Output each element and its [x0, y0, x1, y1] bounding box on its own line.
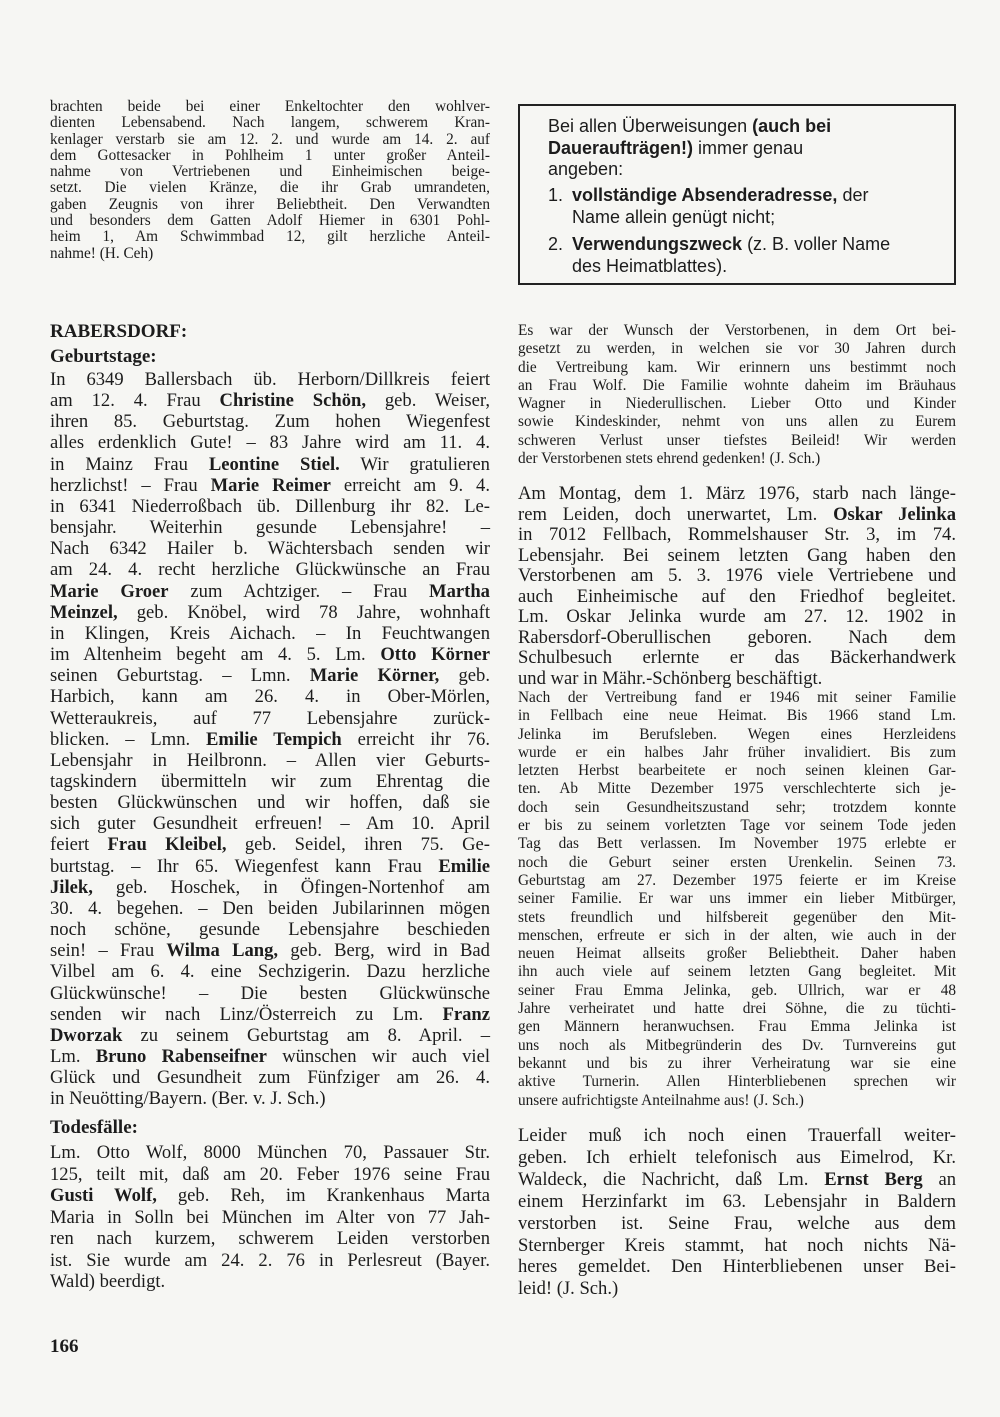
text-line: nahme! (H. Ceh)	[50, 244, 154, 262]
text-line: in Klingen, Kreis Aichach. – In Feuchtwangen	[50, 622, 490, 644]
text-line: Es war der Wunsch der Verstorbenen, in dem Ort bei-	[518, 322, 956, 339]
text-line: menschen, erfreute er sich in der alten, wie auch in der	[518, 926, 956, 944]
bold-name: Marie Groer	[50, 580, 169, 602]
text-line: heim 1, Am Schwimmbad 12, gilt herzliche Anteil-	[50, 228, 490, 246]
text-line: Leider muß ich noch einen Trauerfall weiter-	[518, 1125, 956, 1146]
text-line: Lm. Otto Wolf, 8000 München 70, Passauer Str.	[50, 1142, 490, 1163]
text-line: setzt. Die vielen Kränze, die ihr Grab umrandeten,	[50, 179, 490, 197]
text-line: doch sein Gesundheitszustand sehr; trotzdem konnte	[518, 798, 956, 816]
text-line: burtstag. – Ihr 65. Wiegenfest kann Frau Emilie	[50, 855, 490, 877]
jelinka-paragraph	[518, 484, 956, 689]
text-line: letzten Herbst bearbeitete er noch seinen kleinen Gar-	[518, 762, 956, 780]
text-line: dem Gottesacker in Pohlheim 1 unter großer Anteil-	[50, 146, 490, 164]
berg-paragraph	[518, 1125, 956, 1300]
heading-birthdays: Geburtstage:	[50, 346, 157, 367]
text-line: des Heimatblattes).	[572, 255, 728, 276]
text-line: Verwendungszweck (z. B. voller Name	[572, 234, 891, 254]
bold-name: Marie Reimer	[210, 474, 331, 496]
bold-name: Daueraufträgen!)	[548, 137, 694, 158]
text-line: ten. Ab Mitte Dezember 1975 verschlechterte sich je-	[518, 780, 956, 798]
text-line: Wetteraukreis, auf 77 Lebensjahre zurück-	[50, 707, 490, 729]
text-line: noch schöne, gesunde Lebensjahre beschieden	[50, 919, 490, 941]
text-line: Wagner in Niederullischen. Lieber Otto und Kinder	[518, 395, 956, 413]
bold-name: Frau Kleibel,	[107, 834, 227, 856]
text-line: In 6349 Ballersbach üb. Herborn/Dillkreis feiert	[50, 369, 490, 390]
bold-name: Emilie Tempich	[206, 728, 342, 750]
text-line: heres gemeldet. Den Hinterbliebenen unser Bei-	[518, 1256, 956, 1278]
text-line: Jelinka im Berufsleben. Wegen eines Herzleidens	[518, 725, 956, 743]
text-line: er bis zu seinem vorletzten Tage vor seinem Tode jeden	[518, 817, 956, 835]
bold-name: Verwendungszweck	[572, 234, 743, 254]
notice-item-number: 2.	[548, 234, 564, 254]
text-line: sowie Kindeskinder, nehmt von uns allen zu Eurem	[518, 413, 956, 431]
bold-name: Wilma Lang,	[166, 940, 279, 962]
bold-name: Dworzak	[50, 1024, 123, 1046]
text-line: Jahre verheiratet und hatte drei Söhne, die zu tüchti-	[518, 1000, 956, 1018]
section-title-rabersdorf: RABERSDORF:	[50, 321, 188, 342]
bold-name: Christine Schön,	[219, 390, 366, 412]
text-line: geben. Ich erhielt telefonisch aus Eimelrod, Kr.	[518, 1146, 956, 1168]
text-line: sich guter Gesundheit erfreuen! – Am 10. April	[50, 813, 490, 835]
text-line: Meinzel, geb. Knöbel, wird 78 Jahre, wohnhaft	[50, 601, 490, 623]
jelinka-continuation-paragraph	[518, 689, 956, 1110]
notice-item-text	[548, 234, 938, 277]
bold-name: Martha	[429, 580, 490, 602]
deaths-paragraph	[50, 1142, 490, 1293]
text-line: besten Glückwünschen und wir hoffen, daß sie	[50, 792, 490, 814]
text-line: Tag das Bett verlassen. Im November 1975 erlebte er	[518, 835, 956, 853]
text-line: schweren Verlust unser tiefstes Beileid! Wir werden	[518, 431, 956, 449]
text-line: seinen Geburtstag. – Lmn. Marie Körner, geb.	[50, 665, 491, 687]
text-line: noch die Geburt seiner ersten Urenkelin. Seinen 73.	[518, 853, 956, 871]
bold-name: Oskar Jelinka	[833, 503, 956, 525]
notice-item-2	[548, 234, 938, 277]
text-line: ihn auch viele auf seinem letzten Gang begleitet. Mit	[518, 963, 956, 981]
text-line: im Altenheim begeht am 4. 5. Lm. Otto Körner	[50, 644, 490, 666]
text-line: Glückwünsche! – Die besten Glückwünsche	[50, 982, 490, 1004]
text-line: blicken. – Lmn. Emilie Tempich erreicht ihr 76.	[50, 728, 490, 750]
text-line: uns noch als Mitbegründerin des Dv. Turnvereins gut	[518, 1036, 956, 1054]
text-line: Wald) beerdigt.	[50, 1271, 166, 1292]
text-line: seiner Frau Emma Jelinka, geb. Ullrich, war er 48	[518, 981, 956, 999]
text-line: dienten Lebensabend. Nach langem, schwerem Kran-	[50, 114, 490, 132]
text-line: Waldeck, die Nachricht, daß Lm. Ernst Berg an	[518, 1168, 957, 1190]
text-line: ren nach kurzem, schwerem Leiden verstorben	[50, 1228, 490, 1249]
text-line: Bei allen Überweisungen (auch bei	[548, 116, 832, 136]
bold-name: vollständige Absenderadresse,	[572, 185, 838, 205]
text-line: und besonders dem Gatten Adolf Hiemer in 6301 Pohl-	[50, 212, 490, 230]
text-line: stets freundlich und hilfsbereit gegenüber den Mit-	[518, 908, 956, 926]
text-line: Jilek, geb. Hoschek, in Öfingen-Nortenhof am	[50, 876, 490, 898]
text-line: tagskindern übermitteln wir zum Ehrentag die	[50, 770, 490, 792]
text-line: Vilbel am 6. 4. eine Sechzigerin. Dazu herzliche	[50, 961, 490, 983]
bold-name: Otto Körner	[380, 644, 490, 666]
text-line: Name allein genügt nicht;	[572, 206, 776, 227]
text-line: in Mainz Frau Leontine Stiel. Wir gratulieren	[50, 453, 490, 475]
text-line: am 24. 4. recht herzliche Glückwünsche an Frau	[50, 559, 490, 581]
text-line: Maria in Solln bei München im Alter von 77 Jah-	[50, 1206, 490, 1228]
text-line: bensjahr. Weiterhin gesunde Lebensjahre! –	[50, 517, 490, 539]
text-line: bekannt und bis zu ihrer Verheiratung war sie eine	[518, 1054, 956, 1072]
bold-name: Jilek,	[50, 876, 93, 898]
text-line: die Vertreibung kam. Wir erinnern uns bestimmt noch	[518, 358, 956, 376]
text-line: unsere aufrichtigste Anteilnahme aus! (J. Sch.)	[518, 1091, 804, 1109]
text-line: Glück und Gesundheit zum Fünfziger am 26. 4.	[50, 1067, 490, 1089]
wolf-continuation-paragraph	[518, 322, 956, 468]
bold-name: Ernst Berg	[824, 1168, 923, 1190]
text-line: gaben Zeugnis von ihrer Beliebtheit. Den Verwandten	[50, 195, 490, 213]
text-line: gen Männern heranwuchsen. Frau Emma Jelinka ist	[518, 1018, 956, 1036]
text-line: der Verstorbenen stets ehrend gedenken! (J. Sch.)	[518, 450, 821, 468]
text-line: Lebensjahr. Bei seinem letzten Gang haben den	[518, 544, 956, 566]
text-line: Am Montag, dem 1. März 1976, starb nach länge-	[518, 483, 956, 504]
notice-intro	[548, 116, 938, 181]
text-line: Harbich, kann am 26. 4. in Ober-Mörlen,	[50, 686, 490, 708]
bold-name: Bruno Rabenseifner	[95, 1046, 267, 1067]
text-line: Marie Groer zum Achtziger. – Frau Martha	[50, 580, 490, 602]
text-line: Nach 6342 Hailer b. Wächtersbach senden wir	[50, 538, 490, 560]
bold-name: Gusti Wolf,	[50, 1185, 157, 1206]
text-line: senden wir nach Linz/Österreich zu Lm. Franz	[50, 1003, 490, 1025]
text-line: Daueraufträgen!) immer genau	[548, 137, 804, 158]
bold-name: Marie Körner,	[309, 665, 440, 687]
text-line: Schulbesuch erlernte er das Bäckerhandwerk	[518, 647, 956, 668]
text-line: am 12. 4. Frau Christine Schön, geb. Weiser,	[50, 390, 490, 412]
text-line: in Neuötting/Bayern. (Ber. v. J. Sch.)	[50, 1088, 326, 1110]
text-line: rem Leiden, doch unerwartet, Lm. Oskar Jelinka	[518, 503, 956, 525]
text-line: Verstorbenen am 5. 3. 1976 viele Vertriebene und	[518, 565, 956, 586]
heading-deaths: Todesfälle:	[50, 1117, 138, 1138]
text-line: aktive Turnerin. Allen Hinterbliebenen sprechen wir	[518, 1073, 956, 1091]
text-line: kenlager verstarb sie am 12. 2. und wurde am 14. 2. auf	[50, 130, 490, 148]
transfer-notice-box	[518, 104, 956, 285]
text-line: einem Herzinfarkt im 63. Lebensjahr in Baldern	[518, 1190, 956, 1212]
text-line: in Fellbach eine neue Heimat. Bis 1966 stand Lm.	[518, 707, 956, 725]
text-line: herzlichst! – Frau Marie Reimer erreicht am 9. 4.	[50, 474, 490, 496]
text-line: wurde er ein halbes Jahr früher invalidiert. Bis zum	[518, 743, 956, 761]
text-line: Lm. Oskar Jelinka wurde am 27. 12. 1902 in	[518, 606, 956, 627]
notice-item-1	[548, 185, 938, 228]
text-line: nahme von Vertriebenen und Einheimischen beige-	[50, 163, 490, 181]
notice-item-number: 1.	[548, 185, 564, 205]
text-line: Gusti Wolf, geb. Reh, im Krankenhaus Marta	[50, 1185, 490, 1206]
intro-paragraph	[50, 99, 490, 262]
bold-name: Emilie	[438, 855, 490, 877]
notice-item-text	[548, 185, 938, 228]
text-line: vollständige Absenderadresse, der	[572, 185, 869, 205]
text-line: feiert Frau Kleibel, geb. Seidel, ihren 75. Ge-	[50, 834, 490, 856]
text-line: Lebensjahr in Heilbronn. – Allen vier Geburts-	[50, 749, 490, 771]
text-line: Geburtstag am 27. Dezember 1975 feierte er im Kreise	[518, 871, 956, 889]
text-line: brachten beide bei einer Enkeltochter den wohlver-	[50, 98, 490, 115]
bold-name: (auch bei	[752, 116, 832, 136]
text-line: 125, teilt mit, daß am 20. Feber 1976 seine Frau	[50, 1163, 490, 1185]
text-line: verstorben ist. Seine Frau, welche aus dem	[518, 1212, 956, 1234]
text-line: auch Einheimische auf den Friedhof begleitet.	[518, 585, 956, 607]
text-line: in 6341 Niederroßbach üb. Dillenburg ihr 82. Le-	[50, 495, 490, 517]
text-line: sein! – Frau Wilma Lang, geb. Berg, wird in Bad	[50, 940, 490, 962]
page-number: 166	[50, 1336, 79, 1357]
text-line: und war in Mähr.-Schönberg beschäftigt.	[518, 667, 823, 689]
text-line: leid! (J. Sch.)	[518, 1278, 619, 1300]
text-line: ihren 85. Geburtstag. Zum hohen Wiegenfest	[50, 411, 490, 433]
text-line: ist. Sie wurde am 24. 2. 76 in Perlesreut (Bayer.	[50, 1249, 490, 1271]
bold-name: Meinzel,	[50, 601, 118, 623]
birthdays-paragraph	[50, 369, 490, 1109]
text-line: Lm. Bruno Rabenseifner wünschen wir auch viel	[50, 1046, 491, 1067]
bold-name: Leontine Stiel.	[208, 453, 340, 475]
text-line: Rabersdorf-Oberullischen geboren. Nach dem	[518, 626, 956, 648]
text-line: alles erdenklich Gute! – 83 Jahre wird am 11. 4.	[50, 432, 490, 454]
text-line: in 7012 Fellbach, Rommelshauser Str. 3, im 74.	[518, 524, 956, 545]
text-line: angeben:	[548, 159, 624, 179]
text-line: gesetzt zu werden, in welchen sie vor 30 Jahren durch	[518, 340, 956, 358]
text-line: an Frau Wolf. Die Familie wohnte daheim im Bräuhaus	[518, 376, 956, 394]
text-line: neuen Heimat allseits großer Beliebtheit. Daher haben	[518, 945, 956, 963]
text-line: Dworzak zu seinem Geburtstag am 8. April. –	[50, 1024, 490, 1046]
text-line: 30. 4. begehen. – Den beiden Jubilarinnen mögen	[50, 897, 490, 919]
text-line: seiner Familie. Er war uns immer ein lieber Mitbürger,	[518, 890, 956, 908]
bold-name: Franz	[442, 1003, 490, 1025]
text-line: Nach der Vertreibung fand er 1946 mit seiner Familie	[518, 689, 956, 706]
text-line: Sternberger Kreis stammt, hat noch nichts Nä-	[518, 1234, 956, 1256]
